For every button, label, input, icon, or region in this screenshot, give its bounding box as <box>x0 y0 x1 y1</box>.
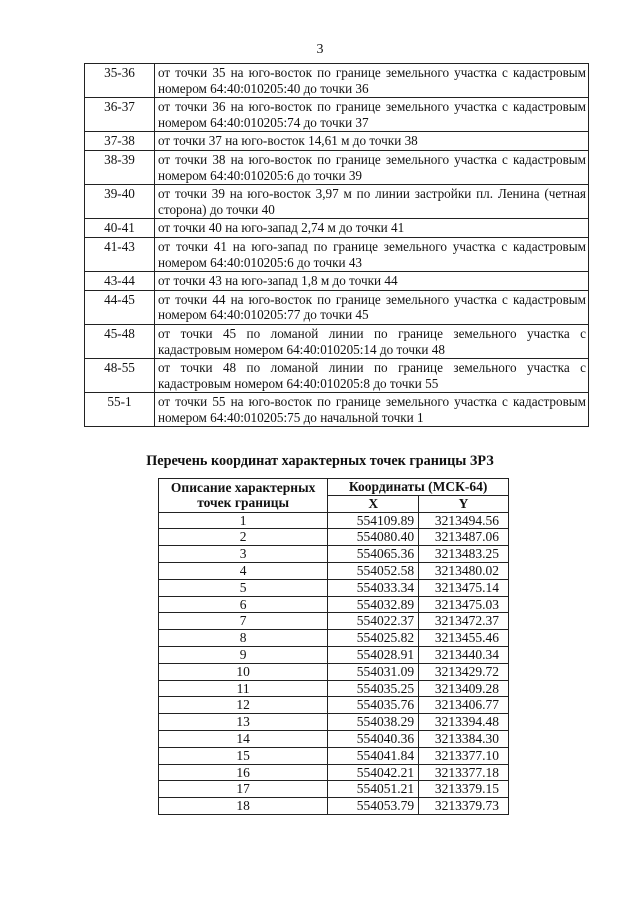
point-number: 14 <box>159 730 328 747</box>
header-coordinates: Координаты (МСК-64) <box>328 479 509 496</box>
coordinate-x: 554032.89 <box>328 596 419 613</box>
segment-description: от точки 55 на юго-восток по границе земельного участка с кадастровым номером 64:40:010205:75 до начальной точки 1 <box>155 393 589 427</box>
segment-description: от точки 37 на юго-восток 14,61 м до точки 38 <box>155 132 589 151</box>
segment-description: от точки 38 на юго-восток по границе земельного участка с кадастровым номером 64:40:010205:6 до точки 39 <box>155 150 589 184</box>
segment-code: 38-39 <box>85 150 155 184</box>
point-number: 7 <box>159 613 328 630</box>
coordinate-row <box>159 613 509 630</box>
point-number: 3 <box>159 546 328 563</box>
coordinate-y: 3213475.03 <box>419 596 509 613</box>
point-number: 15 <box>159 747 328 764</box>
coordinate-row <box>159 730 509 747</box>
segment-row <box>85 359 589 393</box>
point-number: 2 <box>159 529 328 546</box>
coordinate-x: 554109.89 <box>328 512 419 529</box>
header-x: X <box>328 495 419 512</box>
coordinate-row <box>159 697 509 714</box>
point-number: 13 <box>159 714 328 731</box>
coordinate-y: 3213472.37 <box>419 613 509 630</box>
coordinate-y: 3213440.34 <box>419 646 509 663</box>
coordinate-x: 554080.40 <box>328 529 419 546</box>
coordinate-row <box>159 663 509 680</box>
segment-code: 44-45 <box>85 290 155 324</box>
segment-description: от точки 39 на юго-восток 3,97 м по линии застройки пл. Ленина (четная сторона) до точки 40 <box>155 185 589 219</box>
coordinate-row <box>159 764 509 781</box>
coordinate-y: 3213429.72 <box>419 663 509 680</box>
segment-description: от точки 45 по ломаной линии по границе земельного участка с кадастровым номером 64:40:010205:14 до точки 48 <box>155 324 589 358</box>
coordinate-y: 3213480.02 <box>419 562 509 579</box>
coordinate-y: 3213379.15 <box>419 781 509 798</box>
coordinate-row <box>159 579 509 596</box>
coordinate-y: 3213455.46 <box>419 630 509 647</box>
coordinate-row <box>159 562 509 579</box>
coordinate-x: 554025.82 <box>328 630 419 647</box>
segment-row <box>85 393 589 427</box>
coordinate-y: 3213384.30 <box>419 730 509 747</box>
coordinate-x: 554035.76 <box>328 697 419 714</box>
header-y: Y <box>419 495 509 512</box>
segment-row <box>85 150 589 184</box>
coordinate-y: 3213494.56 <box>419 512 509 529</box>
segment-code: 48-55 <box>85 359 155 393</box>
coordinates-table <box>158 478 509 815</box>
point-number: 17 <box>159 781 328 798</box>
segment-row <box>85 324 589 358</box>
segment-code: 55-1 <box>85 393 155 427</box>
coordinate-x: 554042.21 <box>328 764 419 781</box>
coordinate-row <box>159 546 509 563</box>
segment-description: от точки 41 на юго-запад по границе земельного участка с кадастровым номером 64:40:010205:6 до точки 43 <box>155 237 589 271</box>
coordinates-table-body <box>159 512 509 814</box>
point-number: 9 <box>159 646 328 663</box>
coordinate-y: 3213377.18 <box>419 764 509 781</box>
segment-row <box>85 237 589 271</box>
coordinate-y: 3213406.77 <box>419 697 509 714</box>
segment-code: 39-40 <box>85 185 155 219</box>
point-number: 8 <box>159 630 328 647</box>
coordinate-row <box>159 747 509 764</box>
point-number: 10 <box>159 663 328 680</box>
segment-code: 35-36 <box>85 64 155 98</box>
point-number: 16 <box>159 764 328 781</box>
coordinate-x: 554041.84 <box>328 747 419 764</box>
coordinate-x: 554028.91 <box>328 646 419 663</box>
coordinate-x: 554038.29 <box>328 714 419 731</box>
segment-row <box>85 132 589 151</box>
segment-description: от точки 44 на юго-восток по границе земельного участка с кадастровым номером 64:40:010205:77 до точки 45 <box>155 290 589 324</box>
segment-row <box>85 98 589 132</box>
coordinate-y: 3213475.14 <box>419 579 509 596</box>
coordinate-row <box>159 781 509 798</box>
point-number: 11 <box>159 680 328 697</box>
point-number: 6 <box>159 596 328 613</box>
coordinate-row <box>159 596 509 613</box>
coordinate-y: 3213377.10 <box>419 747 509 764</box>
segment-code: 41-43 <box>85 237 155 271</box>
segment-row <box>85 219 589 238</box>
coordinate-row <box>159 512 509 529</box>
segment-code: 37-38 <box>85 132 155 151</box>
segment-description: от точки 43 на юго-запад 1,8 м до точки 44 <box>155 272 589 291</box>
coordinate-x: 554035.25 <box>328 680 419 697</box>
segment-code: 36-37 <box>85 98 155 132</box>
coordinate-y: 3213487.06 <box>419 529 509 546</box>
coordinate-x: 554022.37 <box>328 613 419 630</box>
segment-code: 43-44 <box>85 272 155 291</box>
point-number: 5 <box>159 579 328 596</box>
segment-row <box>85 64 589 98</box>
point-number: 18 <box>159 798 328 815</box>
segment-description: от точки 48 по ломаной линии по границе земельного участка с кадастровым номером 64:40:010205:8 до точки 55 <box>155 359 589 393</box>
coordinate-x: 554065.36 <box>328 546 419 563</box>
segment-code: 40-41 <box>85 219 155 238</box>
coordinate-y: 3213409.28 <box>419 680 509 697</box>
coordinate-row <box>159 630 509 647</box>
header-point-description: Описание характерных точек границы <box>159 479 328 513</box>
coordinate-row <box>159 646 509 663</box>
segment-row <box>85 290 589 324</box>
segment-row <box>85 185 589 219</box>
coordinate-row <box>159 529 509 546</box>
segment-description: от точки 36 на юго-восток по границе земельного участка с кадастровым номером 64:40:010205:74 до точки 37 <box>155 98 589 132</box>
coordinate-y: 3213379.73 <box>419 798 509 815</box>
coordinates-title: Перечень координат характерных точек границы ЗРЗ <box>146 453 494 469</box>
coordinate-y: 3213483.25 <box>419 546 509 563</box>
segment-description: от точки 40 на юго-запад 2,74 м до точки 41 <box>155 219 589 238</box>
coordinate-x: 554033.34 <box>328 579 419 596</box>
coordinate-row <box>159 798 509 815</box>
coordinate-x: 554040.36 <box>328 730 419 747</box>
coordinate-x: 554053.79 <box>328 798 419 815</box>
point-number: 12 <box>159 697 328 714</box>
page-number: 3 <box>316 42 324 57</box>
point-number: 1 <box>159 512 328 529</box>
segment-row <box>85 272 589 291</box>
segment-code: 45-48 <box>85 324 155 358</box>
coordinate-row <box>159 714 509 731</box>
segments-table-body <box>85 64 589 427</box>
point-number: 4 <box>159 562 328 579</box>
coordinate-row <box>159 680 509 697</box>
coordinate-x: 554051.21 <box>328 781 419 798</box>
coordinate-x: 554052.58 <box>328 562 419 579</box>
segments-table <box>84 63 589 427</box>
coordinate-x: 554031.09 <box>328 663 419 680</box>
segment-description: от точки 35 на юго-восток по границе земельного участка с кадастровым номером 64:40:010205:40 до точки 36 <box>155 64 589 98</box>
coordinate-y: 3213394.48 <box>419 714 509 731</box>
